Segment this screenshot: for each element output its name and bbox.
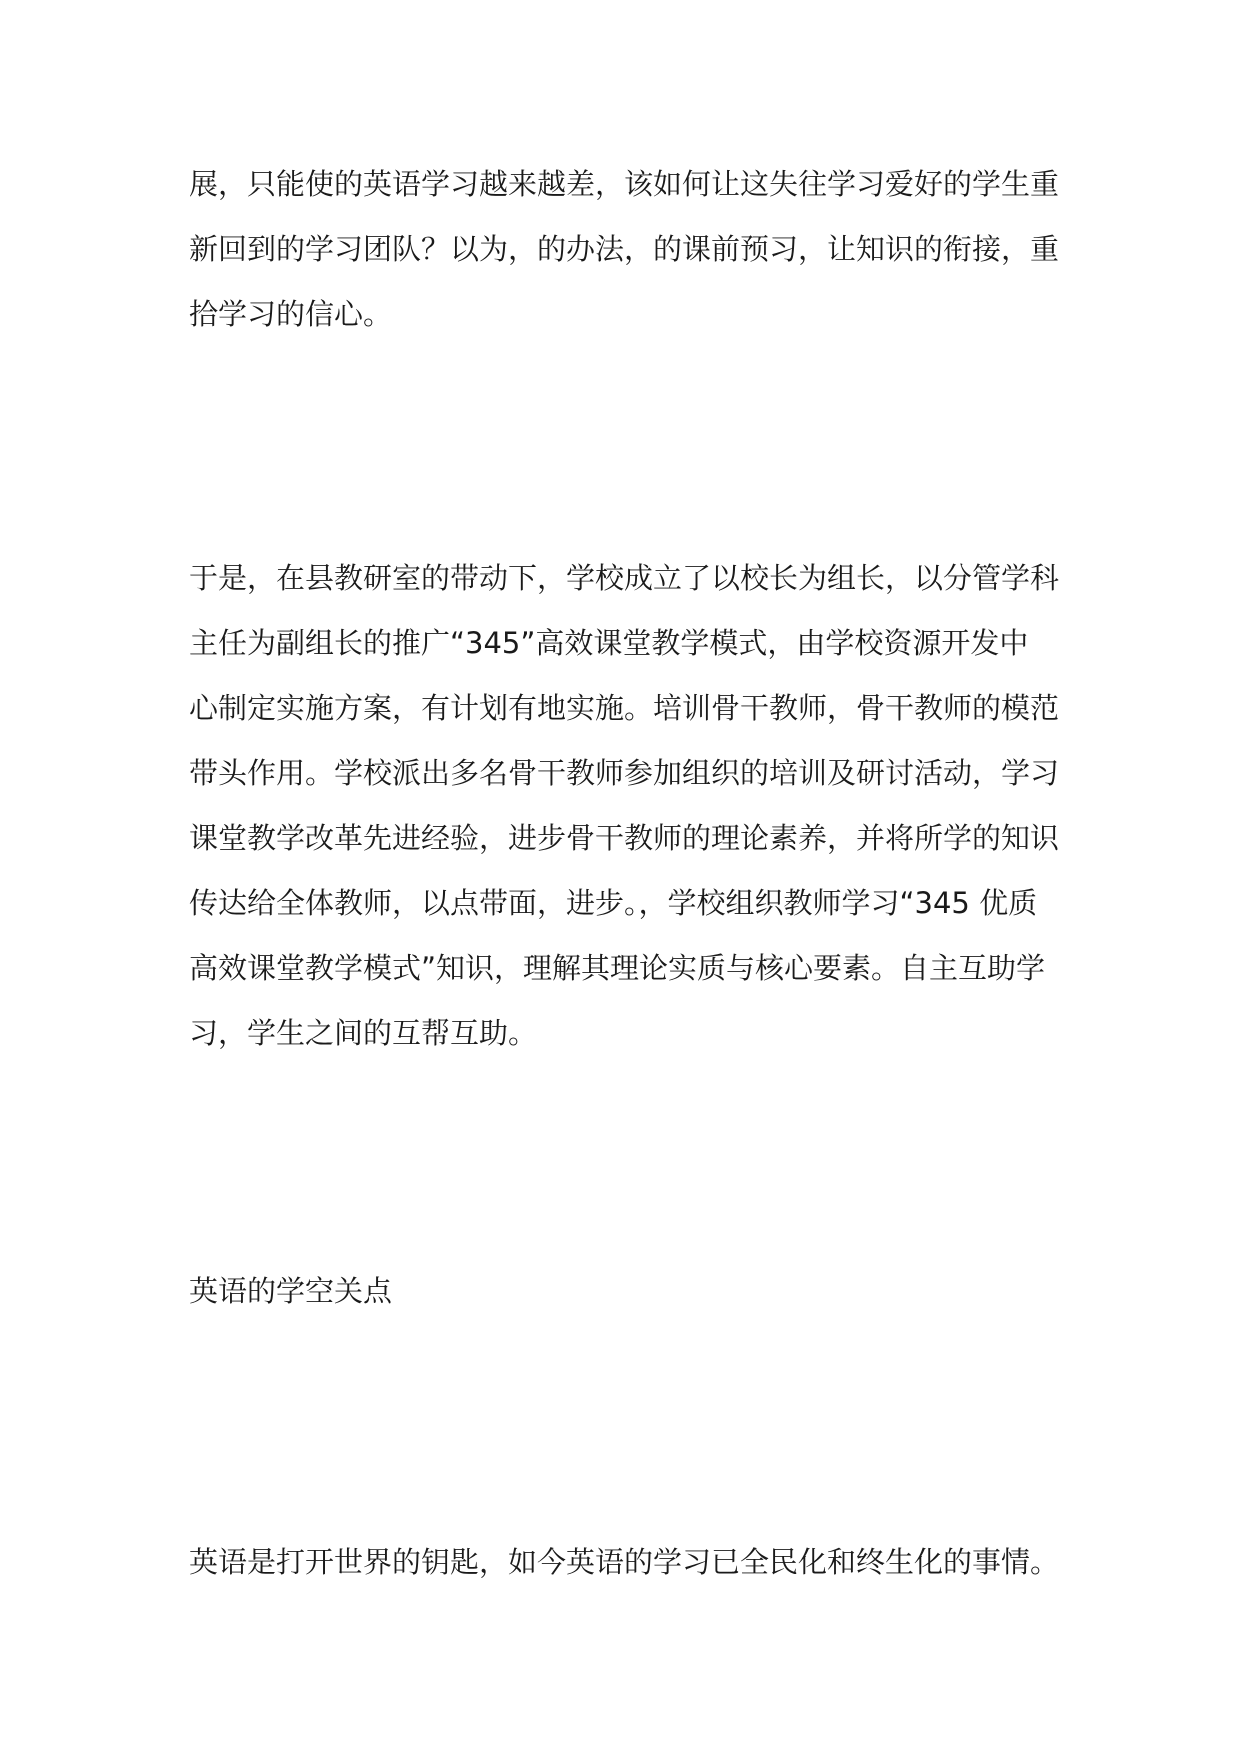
paragraph-teaching-model: 于是，在县教研室的带动下，学校成立了以校长为组长，以分管学科 主任为副组长的推广“345”高效课堂教学模式，由学校资源开发中 心制定实施方案，有计划有地实施。培训骨干教师，骨干教师的模范 带头作用。学校派出多名骨干教师参加组织的培训及研讨活动，学习 课堂教学改革先进经验，进步骨干教师的理论素养，并将所学的知识 传达给全体教师，以点带面，进步。，学校组织教师学习“345 优质 高效课堂教学模式”知识，理解其理论实质与核心要素。自主互助学 习，学生之间的互帮互助。 (189, 561, 1060, 1050)
paragraph-english-key: 英语是打开世界的钥匙，如今英语的学习已全民化和终生化的事情。 (189, 1545, 1060, 1579)
section-heading: 英语的学空关点 (189, 1274, 393, 1308)
paragraph-english-study-interest: 展，只能使的英语学习越来越差，该如何让这失往学习爱好的学生重 新回到的学习团队？以为，的办法，的课前预习，让知识的衔接，重 拾学习的信心。 (189, 167, 1060, 331)
